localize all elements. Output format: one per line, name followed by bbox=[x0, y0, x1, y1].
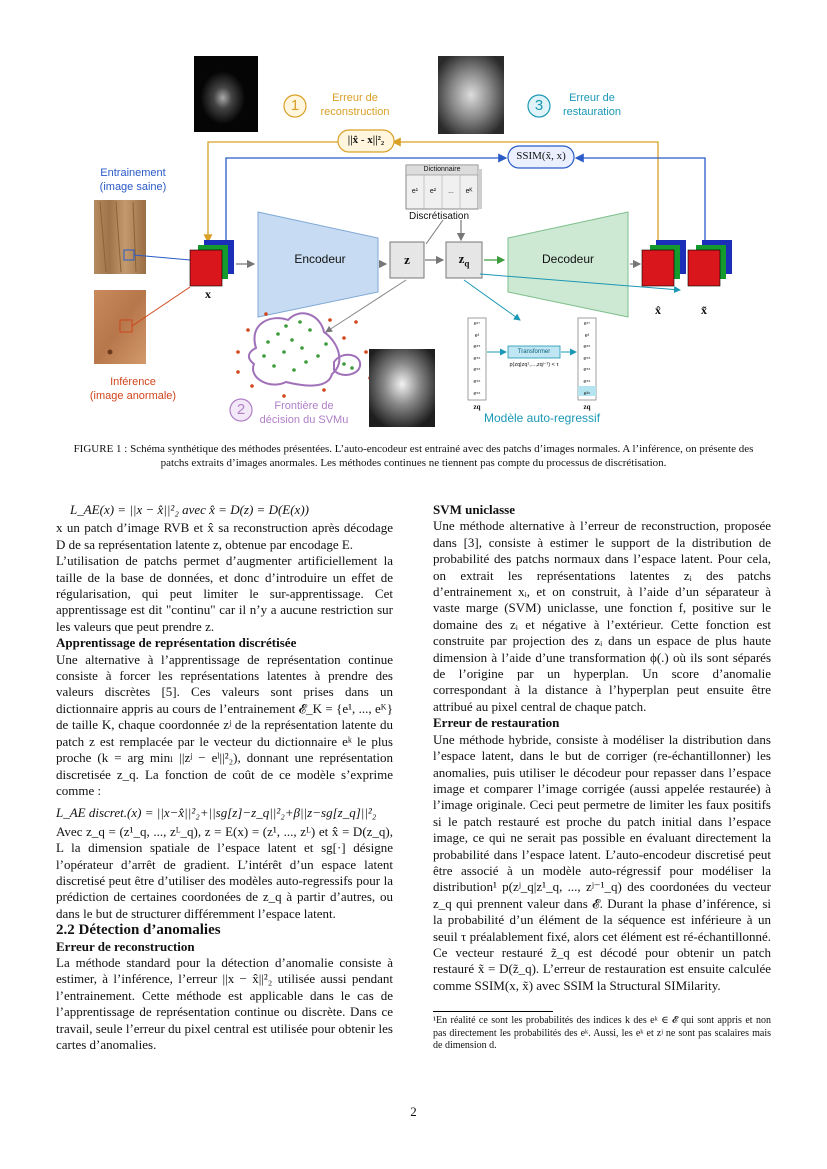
dictionary-title: Dictionnaire bbox=[423, 166, 461, 173]
left-column bbox=[56, 502, 393, 1053]
zq-right-code: e⁸⁵ bbox=[583, 344, 591, 351]
figure-1 bbox=[88, 52, 748, 434]
inference-sub-label: (image anormale) bbox=[89, 390, 177, 402]
num-3: 3 bbox=[534, 97, 544, 114]
ssim-formula: SSIM(x̃, x) bbox=[516, 150, 566, 162]
zq-left-code: e⁵⁶ bbox=[473, 367, 481, 374]
zq-left-code: e⁵⁶ bbox=[473, 378, 481, 385]
dict-entry-3: ... bbox=[448, 188, 454, 195]
z-label: z bbox=[404, 252, 410, 267]
num-1: 1 bbox=[290, 97, 300, 114]
para-discrete-representation: Une alternative à l’apprentissage de représentation continue consiste à forcer les représentations latentes à prendre des valeurs discrètes [5]. Ces valeurs sont prises dans un dictionnaire appris au cours de l’entrainement 𝓔_K = {e¹, ..., eᴷ} de taille K, chaque coordonnée zʲ de la représentation latente du patch z est remplacée par le vecteur du dictionnaire eᵏ le plus proche (k = arg minₗ ||zʲ − eˡ||²₂), donnant une représentation discretisée z_q. La fonction de coût de ce modèle s’exprime comme : bbox=[56, 651, 393, 798]
inference-label: Inférence bbox=[110, 376, 156, 388]
ar-model-label: Modèle auto-regressif bbox=[483, 411, 601, 425]
frontier-label-2: décision du SVMu bbox=[259, 414, 349, 426]
zq-left-caption: zq bbox=[473, 403, 481, 411]
training-label: Entrainement bbox=[100, 167, 166, 179]
zq-label-sub: q bbox=[464, 258, 470, 269]
zq-right-caption: zq bbox=[583, 403, 591, 411]
heading-discrete-representation: Apprentissage de représentation discrétisée bbox=[56, 635, 297, 651]
zq-right-codes bbox=[578, 319, 596, 400]
page-number: 2 bbox=[410, 1104, 417, 1119]
decoder-label: Decodeur bbox=[541, 252, 595, 266]
zq-right-code: e⁵⁶ bbox=[583, 378, 591, 385]
svm-error-image bbox=[369, 349, 435, 427]
xhat-patch bbox=[642, 250, 674, 286]
dict-entry-1: e¹ bbox=[411, 188, 419, 195]
zq-left-code: e⁵⁶ bbox=[473, 390, 481, 397]
ar-prob-label: p(zq|zq¹,...,zqʲ⁻¹) < τ bbox=[509, 362, 559, 368]
recon-formula: ||x̂ - x||²₂ bbox=[347, 134, 385, 146]
figure-caption: FIGURE 1 : Schéma synthétique des méthodes présentées. L’auto-encodeur est entrainé avec des patchs d’images normales. A l’inférence, on présente des patchs extraits d’images anormales. Les méthodes continues ne tiennent pas compte du processus de discrétisation. bbox=[73, 443, 754, 469]
para-svm-uniclass: Une méthode alternative à l’erreur de reconstruction, proposée dans [3], consiste à estimer le support de la distribution de probabilité des patchs normaux dans l’espace latent. Pour cela, on extrait les représentations latentes zᵢ des patchs d’entrainement xᵢ, et on construit, à l’aide d’un séparateur à vaste marge (SVM) uniclasse, une fonction f, positive sur le domaine des zᵢ et négative à l’extérieur. Cette fonction est construite par projection des zᵢ dans un espace de plus haute dimension à l’aide d’une transformation ϕ(.) où ils sont séparés de l’origine par un hyperplan. Un score d’anomalie correspondant à la distance à l’hyperplan peut ensuite être attribué au pixel central de chaque patch. bbox=[433, 518, 771, 714]
restoration-error-label-2: restauration bbox=[562, 106, 622, 118]
para-ae-description: x un patch d’image RVB et x̂ sa reconstruction après décodage D de sa représentation latente z, obtenue par encodage E. bbox=[56, 520, 393, 552]
zq-left-code: e⁵⁶ bbox=[473, 355, 481, 362]
encoder-label: Encodeur bbox=[294, 252, 346, 266]
transformer-label: Transformer bbox=[517, 349, 551, 355]
recon-error-image bbox=[194, 56, 258, 132]
para-reconstruction-error: La méthode standard pour la détection d’anomalie consiste à estimer, à l’inférence, l’erreur ||x − x̂||²₂ utilisée aussi pendant l’entrainement. Cette méthode est applicable dans le cas de l’apprentissage de représentation continue ou discrète. Dans ce travail, seule l’erreur du pixel central est utilisée pour obtenir les cartes d’anomalies. bbox=[56, 954, 393, 1052]
x-patch-red bbox=[190, 250, 222, 286]
zq-right-code: e¹⁷ bbox=[583, 321, 591, 327]
zq-left-code: e⁸⁵ bbox=[473, 344, 481, 351]
xhat-label: x̂ bbox=[655, 303, 661, 317]
dict-entry-k: eᴷ bbox=[465, 188, 473, 195]
heading-svm-uniclass: SVM uniclasse bbox=[433, 502, 515, 517]
dict-entry-2: e² bbox=[429, 188, 437, 195]
right-column bbox=[433, 502, 771, 994]
para-restoration-error: Une méthode hybride, consiste à modéliser la distribution dans l’espace latent, dans le but de corriger (re-échantillonner) les anomalies, puis utiliser le décodeur pour repasser dans l’espace image et comparer l’image corrigée (aussi appelée restaurée) à l’image originale. Ceci peut permetre de limiter les faux positifs si le patch restauré est proche du patch initial dans l’espace image, ce qui ne serait pas possible en évaluant directement la probabilité dans l’espace latent. L’auto-encodeur discretisé peut être associé à un modèle auto-régressif pour modéliser la distribution¹ p(zʲ_q|z¹_q, ..., zʲ⁻¹_q) des coordonées du vecteur z_q qui prennent valeur dans 𝓔. Durant la phase d’inférence, si la probabilité d’un élément de la séquence est inférieure à un seuil τ préalablement fixé, alors cet élément est ré-échantillonné. Ce vecteur restauré z̃_q est décodé pour obtenir un patch restauré x̃ = D(z̃_q). L’erreur de restauration est ensuite calculée comme SSIM(x, x̃) avec SSIM la Structural SIMilarity. bbox=[433, 731, 771, 993]
discretisation-label: Discrétisation bbox=[408, 211, 470, 222]
zq-right-code: e⁵⁶ bbox=[583, 367, 591, 374]
restoration-error-image bbox=[438, 56, 504, 134]
zq-label bbox=[446, 252, 482, 271]
para-zq-definition: Avec z_q = (z¹_q, ..., zᴸ_q), z = E(x) = (z¹, ..., zᴸ) et x̂ = D(z_q), L la dimension spatiale de l’espace latent et sg[·] désigne l’opérateur d’arrêt de gradient. L’intérêt d’un espace latent discretisé peut être d’utiliser des modèles auto-regressifs pour la prédiction de certaines coordonées de z_q à partir d’autres, ou dans le but de structurer différemment l’espace latent. bbox=[56, 823, 393, 921]
para-patch-regularisation: L’utilisation de patchs permet d’augmenter artificiellement la taille de la base de données, et donc d’introduire un effet de régularisation, qui peut limiter le sur-apprentissage. Cet apprentissage est dit "continu" car il n’y a aucune restriction sur les valeurs que peut prendre z. bbox=[56, 553, 393, 634]
xtilde-label: x̃ bbox=[701, 303, 707, 317]
zq-left-code: e¹⁷ bbox=[473, 321, 481, 327]
heading-restoration-error: Erreur de restauration bbox=[433, 715, 560, 731]
section-anomaly-detection: 2.2 Détection d’anomalies bbox=[56, 922, 221, 939]
footnote-rule bbox=[433, 1011, 553, 1012]
zq-right-code: e³⁶ bbox=[583, 390, 591, 397]
zq-left-code: e³ bbox=[474, 332, 480, 339]
zq-label-main: z bbox=[458, 251, 465, 266]
figure-diagram bbox=[88, 52, 748, 434]
recon-error-label-1: Erreur de bbox=[332, 92, 378, 104]
frontier-label-1: Frontière de bbox=[274, 400, 334, 412]
training-sub-label: (image saine) bbox=[99, 181, 167, 193]
eq-loss-ae-discrete: L_AE discret.(x) = ||x−x̂||²₂+||sg[z]−z_q||²₂+β||z−sg[z_q]||²₂ bbox=[56, 805, 377, 821]
zq-left-codes bbox=[468, 319, 486, 400]
svm-frontier-shape bbox=[249, 313, 339, 385]
footnote: ¹En réalité ce sont les probabilités des indices k des eᵏ ∈ 𝓔 qui sont appris et non pas directement les probabilités des eᵏ. Aussi, les eᵏ et zʲ ne sont pas scalaires mais de dimension d. bbox=[433, 1015, 771, 1051]
xtilde-patch bbox=[688, 250, 720, 286]
zq-right-code: e⁵⁶ bbox=[583, 355, 591, 362]
zq-right-code: e³ bbox=[584, 332, 590, 339]
x-label: x bbox=[205, 287, 211, 301]
heading-reconstruction-error: Erreur de reconstruction bbox=[56, 938, 195, 954]
restoration-error-label-1: Erreur de bbox=[569, 92, 615, 104]
num-2: 2 bbox=[236, 401, 246, 418]
recon-error-label-2: reconstruction bbox=[320, 106, 390, 118]
eq-loss-ae: L_AE(x) = ||x − x̂||²₂ avec x̂ = D(z) = D(E(x)) bbox=[70, 502, 309, 517]
